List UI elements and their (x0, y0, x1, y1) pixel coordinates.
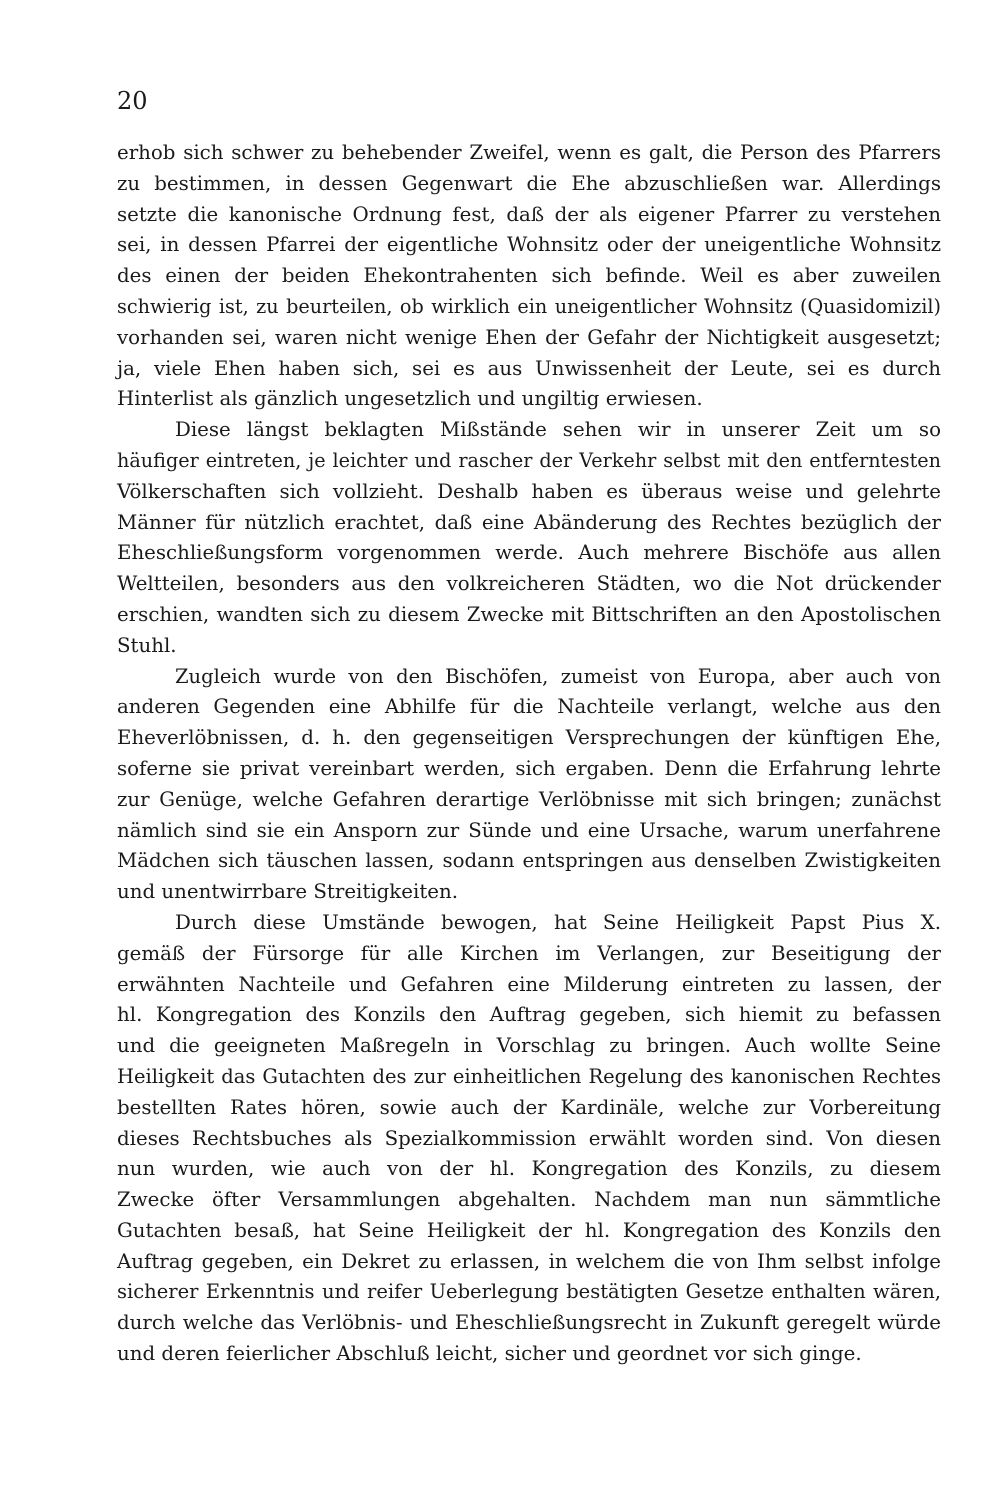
text-line: Eheschließungsform vorgenommen werde. Auch mehrere Bischöfe aus allen (117, 541, 941, 565)
text-line: dieses Rechtsbuches als Spezialkommission erwählt worden sind. Von diesen (117, 1126, 941, 1150)
text-line: Eheverlöbnissen, d. h. den gegenseitigen Versprechungen der künftigen Ehe, (117, 726, 941, 750)
text-line: Gutachten besaß, hat Seine Heiligkeit der hl. Kongregation des Konzils den (117, 1218, 941, 1242)
text-line: durch welche das Verlöbnis- und Eheschließungsrecht in Zukunft geregelt würde (117, 1311, 941, 1335)
text-line: zur Genüge, welche Gefahren derartige Verlöbnisse mit sich bringen; zunächst (117, 787, 941, 811)
text-line: Zwecke öfter Versammlungen abgehalten. Nachdem man nun sämmtliche (117, 1188, 941, 1212)
text-line: Stuhl. (117, 633, 177, 657)
text-line: und unentwirrbare Streitigkeiten. (117, 880, 459, 904)
text-line: erwähnten Nachteile und Gefahren eine Milderung eintreten zu lassen, der (117, 972, 941, 996)
text-line: soferne sie privat vereinbart werden, sich ergaben. Denn die Erfahrung lehrte (117, 756, 941, 780)
text-line: gemäß der Fürsorge für alle Kirchen im Verlangen, zur Beseitigung der (117, 941, 941, 965)
text-line: bestellten Rates hören, sowie auch der Kardinäle, welche zur Vorbereitung (117, 1095, 941, 1119)
text-line: ja, viele Ehen haben sich, sei es aus Unwissenheit der Leute, sei es durch (117, 356, 941, 380)
text-line: des einen der beiden Ehekontrahenten sich befinde. Weil es aber zuweilen (117, 264, 941, 288)
text-line: hl. Kongregation des Konzils den Auftrag gegeben, sich hiemit zu befassen (117, 1003, 941, 1027)
text-line: Auftrag gegeben, ein Dekret zu erlassen, in welchem die von Ihm selbst infolge (117, 1249, 941, 1273)
text-line: Völkerschaften sich vollzieht. Deshalb haben es überaus weise und gelehrte (117, 479, 941, 503)
text-line: erhob sich schwer zu behebender Zweifel, wenn es galt, die Person des Pfarrers (117, 141, 941, 164)
text-line: Heiligkeit das Gutachten des zur einheitlichen Regelung des kanonischen Rechtes (117, 1064, 941, 1088)
text-line: Hinterlist als gänzlich ungesetzlich und ungiltig erwiesen. (117, 387, 703, 411)
text-line: Durch diese Umstände bewogen, hat Seine Heiligkeit Papst Pius X. (175, 910, 941, 934)
body-text (117, 138, 941, 1370)
text-line: Mädchen sich täuschen lassen, sodann entspringen aus denselben Zwistigkeiten (117, 849, 941, 873)
text-line: erschien, wandten sich zu diesem Zwecke mit Bittschriften an den Apostolischen (117, 602, 941, 626)
text-line: setzte die kanonische Ordnung fest, daß der als eigener Pfarrer zu verstehen (117, 202, 941, 226)
text-line: schwierig ist, zu beurteilen, ob wirklich ein uneigentlicher Wohnsitz (Quasidomizil) (117, 294, 941, 318)
text-line: vorhanden sei, waren nicht wenige Ehen der Gefahr der Nichtigkeit ausgesetzt; (117, 325, 941, 349)
page-number: 20 (117, 87, 148, 115)
text-line: Diese längst beklagten Mißstände sehen wir in unserer Zeit um so (175, 418, 941, 442)
text-line: zu bestimmen, in dessen Gegenwart die Ehe abzuschließen war. Allerdings (117, 171, 941, 195)
text-line: nun wurden, wie auch von der hl. Kongregation des Konzils, zu diesem (117, 1157, 941, 1181)
text-line: nämlich sind sie ein Ansporn zur Sünde und eine Ursache, warum unerfahrene (117, 818, 941, 842)
text-line: Männer für nützlich erachtet, daß eine Abänderung des Rechtes bezüglich der (117, 510, 941, 534)
text-line: und deren feierlicher Abschluß leicht, sicher und geordnet vor sich ginge. (117, 1342, 862, 1366)
text-line: und die geeigneten Maßregeln in Vorschlag zu bringen. Auch wollte Seine (117, 1034, 941, 1058)
text-line: anderen Gegenden eine Abhilfe für die Nachteile verlangt, welche aus den (117, 695, 941, 719)
text-line: häufiger eintreten, je leichter und rascher der Verkehr selbst mit den entferntesten (117, 448, 941, 472)
text-line: Weltteilen, besonders aus den volkreicheren Städten, wo die Not drückender (117, 572, 941, 596)
text-line: sicherer Erkenntnis und reifer Ueberlegung bestätigten Gesetze enthalten wären, (117, 1280, 941, 1304)
text-line: Zugleich wurde von den Bischöfen, zumeist von Europa, aber auch von (175, 664, 941, 688)
text-line: sei, in dessen Pfarrei der eigentliche Wohnsitz oder der uneigentliche Wohnsitz (117, 233, 941, 257)
